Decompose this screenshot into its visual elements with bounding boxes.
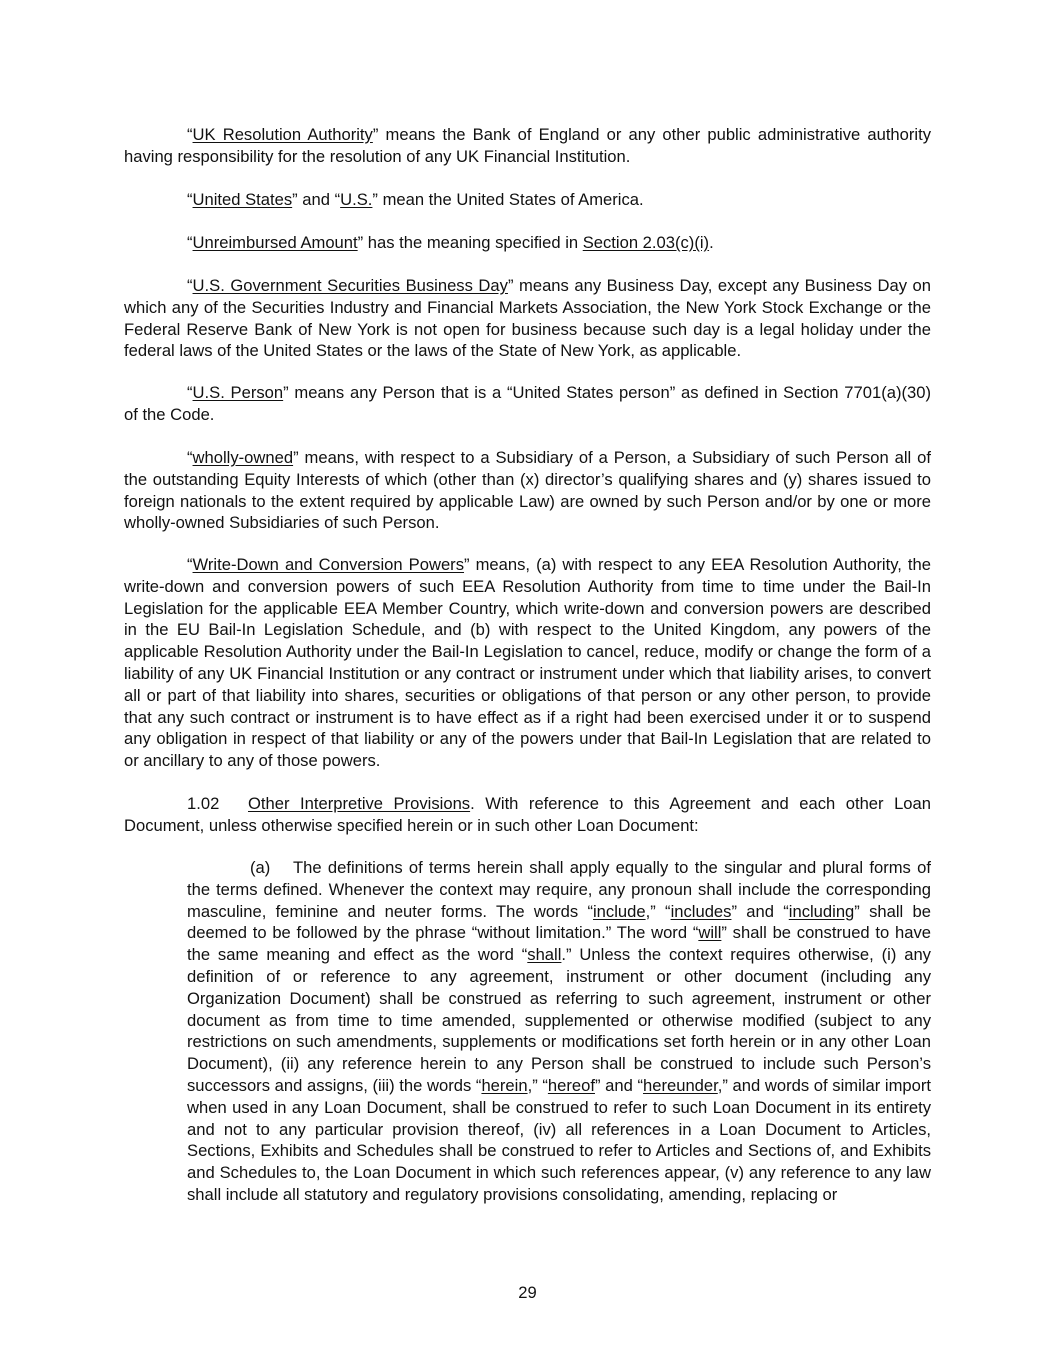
definition-text: means any Business Day, except any Business Day on which any of the Securities Industry and Financial Markets Association, the New York Stock Exchange or the Federal Reserve Bank of New York is not open for business because such day is a legal holiday under the federal laws of the United States or the laws of the State of New York, as applicable. (124, 276, 932, 361)
definition-us-government-securities-business-day: “U.S. Government Securities Business Day” means any Business Day, except any Business Day on which any of the Securities Industry and Financial Markets Association, the New York Stock Exchange or the Federal Reserve Bank of New York is not open for business because such day is a legal holiday under the federal laws of the United States or the laws of the State of New York, as applicable. (124, 276, 932, 361)
definition-text: has the meaning specified in (363, 233, 583, 252)
definition-uk-resolution-authority: “UK Resolution Authority” means the Bank of England or any other public administrative authority having responsibility for the resolution of any UK Financial Institution. (124, 125, 932, 166)
section-heading: Other Interpretive Provisions (248, 794, 471, 813)
section-number: 1.02 (187, 794, 220, 813)
clause-text: .” Unless the context requires otherwise, (i) any definition of or reference to any agreement, instrument or other document (including any Organization Document) shall be construed as referring to such agreement, instrument or other document as from time to time amended, supplemented or otherwise modified (subject to any restrictions on such amendments, supplements or modifications set forth herein or in any other Loan Document), (ii) any reference herein to any Person shall be construed to include such Person’s successors and assigns, (iii) the words “ (187, 945, 931, 1095)
clause-text: ” and “ (594, 1075, 644, 1095)
section-1-02 (124, 793, 931, 837)
definition-text: means, (a) with respect to any EEA Resolution Authority, the write-down and conversion powers of such EEA Resolution Authority from time to time under the Bail-In Legislation for the applicable EEA Member Country, which write-down and conversion powers are described in the EU Bail-In Legislation Schedule, and (b) with respect to the United Kingdom, any powers of the applicable Resolution Authority under the Bail-In Legislation to cancel, reduce, modify or change the form of a liability of any UK Financial Institution or any contract or instrument under which that liability arises, to convert all or part of that liability into shares, securities or obligations of that person or any other person, to provide that any such contract or instrument is to have effect as if a right had been exercised under it or to suspend any obligation in respect of that liability or any of the powers under that Bail-In Legislation that are related to or ancillary to any of those powers. (124, 555, 931, 771)
interpretive-word: include (593, 901, 646, 921)
clause-text: The definitions of terms herein shall apply equally to the singular and plural forms of the terms defined. Whenever the context may require, any pronoun shall include the corresponding masculine, feminine and neuter forms. The words “ (187, 858, 931, 921)
defined-term: U.S. (340, 190, 373, 209)
definition-wholly-owned: “wholly-owned” means, with respect to a Subsidiary of a Person, a Subsidiary of such Person all of the outstanding Equity Interests of which (other than (x) director’s qualifying shares and (y) shares issued to foreign nationals to the extent required by applicable Law) are owned by such Person and/or by one or more wholly-owned Subsidiaries of such Person. (124, 448, 931, 533)
definition-text: means any Person that is a “United States person” as defined in Section 7701(a)(30) of the Code. (124, 383, 931, 424)
definition-united-states: “United States” and “U.S.” mean the United States of America. (187, 190, 644, 209)
section-reference: Section 2.03(c)(i) (582, 233, 710, 252)
definition-text: means the Bank of England or any other public administrative authority having responsibility for the resolution of any UK Financial Institution. (124, 125, 932, 166)
definition-text: means, with respect to a Subsidiary of a Person, a Subsidiary of such Person all of the outstanding Equity Interests of which (other than (x) director’s qualifying shares and (y) shares issued to foreign nationals to the extent required by applicable Law) are owned by such Person and/or by one or more wholly-owned Subsidiaries of such Person. (124, 448, 931, 533)
defined-term: Write-Down and Conversion Powers (192, 555, 465, 574)
defined-term: UK Resolution Authority (192, 125, 373, 144)
clause-text: ” and “ (731, 901, 789, 921)
clause-text: ,” and words of similar import when used in any Loan Document, shall be construed to refer to such Loan Document in its entirety and not to any particular provision thereof, (iv) all references in a Loan Document to Articles, Sections, Exhibits and Schedules shall be construed to refer to Articles and Sections of, and Exhibits and Schedules to, the Loan Document in which such references appear, (v) any reference to any law shall include all statutory and regulatory provisions consolidating, amending, replacing or (187, 1075, 931, 1204)
section-text: . With reference to this Agreement and each other Loan Document, unless otherwise specified herein or in such other Loan Document: (124, 794, 931, 835)
interpretive-word: includes (670, 901, 732, 921)
interpretive-word: hereunder (643, 1075, 718, 1095)
clause-text: ,” “ (645, 901, 671, 921)
defined-term: U.S. Person (192, 383, 284, 402)
definition-write-down-and-conversion-powers: “Write-Down and Conversion Powers” means, (a) with respect to any EEA Resolution Authority, the write-down and conversion powers of such EEA Resolution Authority from time to time under the Bail-In Legislation for the applicable EEA Member Country, which write-down and conversion powers are described in the EU Bail-In Legislation Schedule, and (b) with respect to the United Kingdom, any powers of the applicable Resolution Authority under the Bail-In Legislation to cancel, reduce, modify or change the form of a liability of any UK Financial Institution or any contract or instrument under which that liability arises, to convert all or part of that liability into shares, securities or obligations of that person or any other person, to provide that any such contract or instrument is to have effect as if a right had been exercised under it or to suspend any obligation in respect of that liability or any of the powers under that Bail-In Legislation that are related to or ancillary to any of those powers. (124, 555, 931, 771)
interpretive-word: will (698, 923, 722, 943)
clause-a (187, 857, 931, 1206)
interpretive-word: including (788, 901, 855, 921)
interpretive-word: herein (481, 1075, 528, 1095)
clause-label: (a) (250, 858, 271, 877)
definition-unreimbursed-amount: “Unreimbursed Amount” has the meaning specified in Section 2.03(c)(i). (187, 233, 714, 252)
defined-term: Unreimbursed Amount (192, 233, 358, 252)
definition-text: . (709, 233, 714, 252)
defined-term: wholly-owned (192, 448, 294, 467)
definition-us-person: “U.S. Person” means any Person that is a “United States person” as defined in Section 7701(a)(30) of the Code. (124, 383, 931, 424)
definition-text: and (297, 190, 335, 209)
clause-text: ” shall be deemed to be followed by the phrase “without limitation.” The word “ (187, 901, 931, 943)
definition-text: mean the United States of America. (377, 190, 644, 209)
defined-term: U.S. Government Securities Business Day (192, 276, 508, 295)
page-number: 29 (518, 1283, 537, 1302)
clause-text: ” shall be construed to have the same meaning and effect as the word “ (187, 923, 931, 965)
clause-text: ,” “ (527, 1075, 548, 1095)
interpretive-word: shall (527, 945, 562, 965)
defined-term: United States (192, 190, 293, 209)
interpretive-word: hereof (547, 1075, 595, 1095)
